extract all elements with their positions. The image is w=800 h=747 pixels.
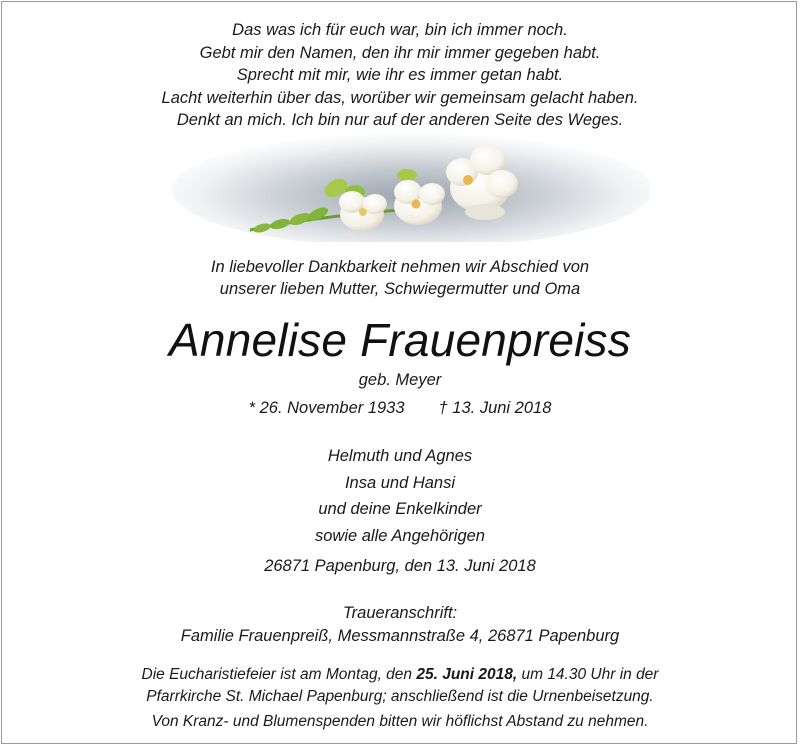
address-value: Familie Frauenpreiß, Messmannstraße 4, 26871 Papenburg (180, 627, 620, 645)
notice-text: um 14.30 Uhr in der (517, 666, 659, 683)
poem-line: Gebt mir den Namen, den ihr mir immer gegeben habt. (199, 43, 601, 62)
death-date: † 13. Juni 2018 (438, 399, 552, 417)
service-date: 25. Juni 2018, (416, 666, 518, 683)
mourner: sowie alle Angehörigen (314, 526, 485, 545)
place-date: 26871 Papenburg, den 13. Juni 2018 (264, 557, 536, 575)
farewell-intro (0, 256, 800, 300)
mourner: Helmuth und Agnes (327, 447, 473, 465)
flower-photo (150, 132, 650, 242)
address-label: Traueranschrift: (342, 604, 458, 622)
notice-text: Die Eucharistiefeier ist am Montag, den (141, 666, 417, 683)
maiden-name: geb. Meyer (358, 371, 442, 389)
poem (0, 19, 800, 132)
poem-line: Sprecht mit mir, wie ihr es immer getan habt. (236, 66, 564, 84)
life-dates (0, 398, 800, 418)
mourning-address (0, 602, 800, 648)
mourner: Insa und Hansi (344, 473, 456, 492)
poem-line: Denkt an mich. Ich bin nur auf der anderen Seite des Weges. (176, 111, 624, 129)
birth-date: * 26. November 1933 (248, 399, 405, 417)
mourners-list (0, 443, 800, 549)
intro-line: unserer lieben Mutter, Schwiegermutter und Oma (219, 280, 581, 298)
deceased-name: Annelise Frauenpreiss (169, 314, 631, 366)
intro-line: In liebevoller Dankbarkeit nehmen wir Abschied von (210, 258, 590, 276)
poem-line: Das was ich für euch war, bin ich immer noch. (232, 21, 568, 39)
service-notice (0, 664, 800, 708)
flower-photo-icon (150, 132, 650, 242)
notice-line (0, 664, 800, 686)
mourner: und deine Enkelkinder (318, 500, 482, 518)
flower-request-notice: Von Kranz- und Blumenspenden bitten wir höflichst Abstand zu nehmen. (151, 713, 649, 730)
poem-line: Lacht weiterhin über das, worüber wir gemeinsam gelacht haben. (161, 88, 639, 107)
notice-line: Pfarrkirche St. Michael Papenburg; anschließend ist die Urnenbeisetzung. (146, 688, 654, 705)
